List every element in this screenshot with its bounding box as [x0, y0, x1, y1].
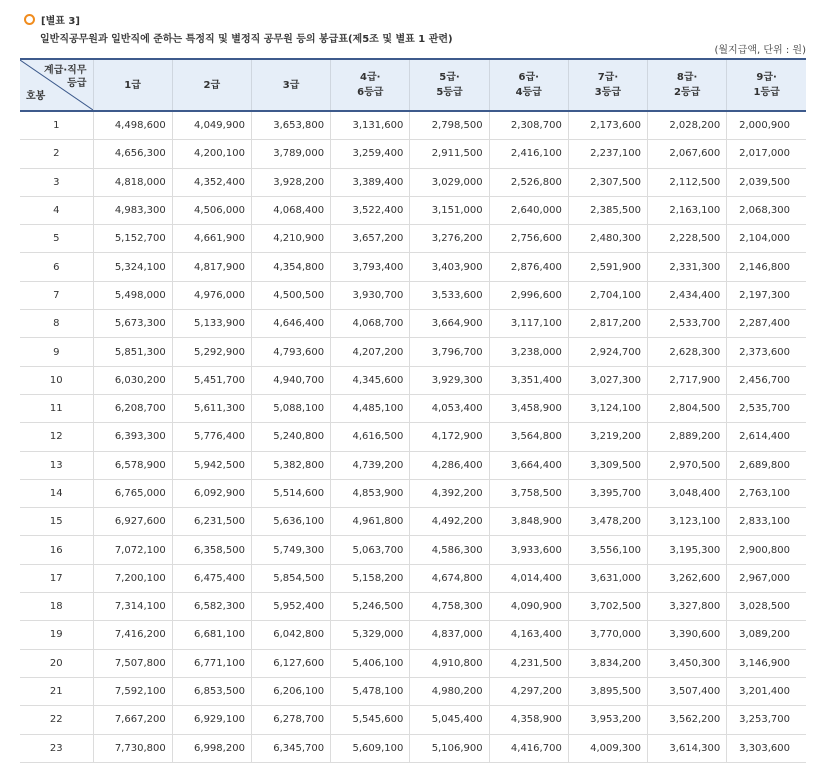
table-row [20, 734, 806, 762]
salary-cell: 3,657,200 [331, 225, 410, 253]
salary-cell: 4,416,700 [489, 734, 568, 762]
salary-cell: 5,106,900 [410, 734, 489, 762]
salary-cell: 2,911,500 [410, 140, 489, 168]
table-row [20, 168, 806, 196]
salary-cell: 2,689,800 [727, 451, 806, 479]
salary-cell: 6,853,500 [172, 677, 251, 705]
salary-cell: 6,927,600 [93, 508, 172, 536]
step-cell: 11 [20, 394, 93, 422]
salary-cell: 4,068,700 [331, 310, 410, 338]
salary-cell: 3,933,600 [489, 536, 568, 564]
salary-cell: 4,793,600 [251, 338, 330, 366]
salary-cell: 4,090,900 [489, 593, 568, 621]
header-row [20, 59, 806, 111]
table-row [20, 536, 806, 564]
column-header [568, 59, 647, 111]
salary-cell: 3,702,500 [568, 593, 647, 621]
salary-cell: 2,416,100 [489, 140, 568, 168]
step-cell: 10 [20, 366, 93, 394]
salary-cell: 3,770,000 [568, 621, 647, 649]
column-header-line1: 2급 [203, 79, 221, 91]
salary-cell: 2,798,500 [410, 111, 489, 140]
table-row [20, 140, 806, 168]
salary-cell: 6,771,100 [172, 649, 251, 677]
salary-cell: 3,631,000 [568, 564, 647, 592]
step-cell: 8 [20, 310, 93, 338]
salary-cell: 4,739,200 [331, 451, 410, 479]
salary-cell: 4,853,900 [331, 479, 410, 507]
unit-note: (월지급액, 단위 : 원) [714, 45, 806, 56]
salary-cell: 7,730,800 [93, 734, 172, 762]
salary-cell: 5,063,700 [331, 536, 410, 564]
column-header-line2: 5등급 [436, 87, 463, 98]
step-cell: 17 [20, 564, 93, 592]
salary-cell: 2,163,100 [648, 196, 727, 224]
salary-cell: 6,042,800 [251, 621, 330, 649]
salary-cell: 2,067,600 [648, 140, 727, 168]
step-cell: 6 [20, 253, 93, 281]
table-row [20, 649, 806, 677]
salary-cell: 5,611,300 [172, 394, 251, 422]
table-row [20, 196, 806, 224]
salary-cell: 5,246,500 [331, 593, 410, 621]
salary-cell: 4,837,000 [410, 621, 489, 649]
corner-top-line2: 등급 [67, 78, 87, 89]
salary-cell: 6,278,700 [251, 706, 330, 734]
salary-cell: 5,952,400 [251, 593, 330, 621]
step-cell: 15 [20, 508, 93, 536]
salary-cell: 3,789,000 [251, 140, 330, 168]
step-cell: 23 [20, 734, 93, 762]
salary-cell: 5,636,100 [251, 508, 330, 536]
salary-cell: 7,592,100 [93, 677, 172, 705]
salary-cell: 4,163,400 [489, 621, 568, 649]
salary-cell: 6,208,700 [93, 394, 172, 422]
salary-cell: 2,996,600 [489, 281, 568, 309]
salary-cell: 3,029,000 [410, 168, 489, 196]
table-row [20, 479, 806, 507]
salary-cell: 4,506,000 [172, 196, 251, 224]
salary-cell: 3,303,600 [727, 734, 806, 762]
salary-cell: 4,172,900 [410, 423, 489, 451]
salary-cell: 7,072,100 [93, 536, 172, 564]
step-cell: 5 [20, 225, 93, 253]
salary-cell: 3,395,700 [568, 479, 647, 507]
salary-cell: 3,309,500 [568, 451, 647, 479]
salary-cell: 3,117,100 [489, 310, 568, 338]
salary-cell: 5,088,100 [251, 394, 330, 422]
column-header [172, 59, 251, 111]
salary-cell: 2,640,000 [489, 196, 568, 224]
salary-cell: 2,307,500 [568, 168, 647, 196]
salary-cell: 2,876,400 [489, 253, 568, 281]
salary-cell: 2,533,700 [648, 310, 727, 338]
salary-cell: 6,092,900 [172, 479, 251, 507]
column-header-line2: 4등급 [515, 87, 542, 98]
salary-cell: 4,345,600 [331, 366, 410, 394]
salary-cell: 7,314,100 [93, 593, 172, 621]
salary-cell: 2,146,800 [727, 253, 806, 281]
step-cell: 13 [20, 451, 93, 479]
salary-cell: 2,526,800 [489, 168, 568, 196]
salary-cell: 3,389,400 [331, 168, 410, 196]
salary-cell: 4,207,200 [331, 338, 410, 366]
table-body [20, 111, 806, 762]
salary-cell: 5,609,100 [331, 734, 410, 762]
salary-cell: 3,390,600 [648, 621, 727, 649]
column-header-line2: 6등급 [357, 87, 384, 98]
salary-cell: 4,674,800 [410, 564, 489, 592]
column-header-line1: 1급 [124, 79, 141, 91]
salary-cell: 3,928,200 [251, 168, 330, 196]
salary-cell: 4,492,200 [410, 508, 489, 536]
salary-cell: 5,451,700 [172, 366, 251, 394]
salary-cell: 2,112,500 [648, 168, 727, 196]
salary-cell: 6,998,200 [172, 734, 251, 762]
salary-cell: 3,522,400 [331, 196, 410, 224]
table-row [20, 111, 806, 140]
salary-cell: 3,219,200 [568, 423, 647, 451]
salary-cell: 2,628,300 [648, 338, 727, 366]
salary-cell: 2,017,000 [727, 140, 806, 168]
salary-cell: 5,158,200 [331, 564, 410, 592]
table-row [20, 338, 806, 366]
salary-cell: 5,851,300 [93, 338, 172, 366]
column-header [648, 59, 727, 111]
salary-cell: 5,133,900 [172, 310, 251, 338]
salary-cell: 6,765,000 [93, 479, 172, 507]
salary-cell: 2,591,900 [568, 253, 647, 281]
table-row [20, 423, 806, 451]
salary-cell: 3,238,000 [489, 338, 568, 366]
salary-cell: 2,704,100 [568, 281, 647, 309]
salary-cell: 5,406,100 [331, 649, 410, 677]
table-row [20, 366, 806, 394]
salary-cell: 2,385,500 [568, 196, 647, 224]
table-row [20, 564, 806, 592]
salary-cell: 2,068,300 [727, 196, 806, 224]
column-header-line1: 7급· [597, 72, 619, 83]
salary-cell: 3,834,200 [568, 649, 647, 677]
column-header [410, 59, 489, 111]
salary-cell: 5,749,300 [251, 536, 330, 564]
salary-cell: 3,930,700 [331, 281, 410, 309]
step-cell: 16 [20, 536, 93, 564]
salary-cell: 3,123,100 [648, 508, 727, 536]
salary-cell: 5,240,800 [251, 423, 330, 451]
salary-cell: 4,656,300 [93, 140, 172, 168]
salary-cell: 2,717,900 [648, 366, 727, 394]
salary-cell: 4,297,200 [489, 677, 568, 705]
salary-cell: 3,276,200 [410, 225, 489, 253]
step-cell: 7 [20, 281, 93, 309]
column-header [331, 59, 410, 111]
column-header-line1: 6급· [518, 72, 539, 83]
step-cell: 2 [20, 140, 93, 168]
step-cell: 12 [20, 423, 93, 451]
salary-cell: 2,833,100 [727, 508, 806, 536]
salary-cell: 3,146,900 [727, 649, 806, 677]
circle-bullet-icon [24, 14, 35, 25]
salary-cell: 3,450,300 [648, 649, 727, 677]
salary-cell: 3,796,700 [410, 338, 489, 366]
document-header [24, 10, 804, 45]
salary-cell: 2,756,600 [489, 225, 568, 253]
salary-cell: 3,027,300 [568, 366, 647, 394]
salary-cell: 3,664,900 [410, 310, 489, 338]
salary-cell: 3,793,400 [331, 253, 410, 281]
salary-cell: 3,124,100 [568, 394, 647, 422]
salary-cell: 2,373,600 [727, 338, 806, 366]
column-header [93, 59, 172, 111]
salary-cell: 7,667,200 [93, 706, 172, 734]
salary-cell: 2,970,500 [648, 451, 727, 479]
salary-cell: 3,653,800 [251, 111, 330, 140]
table-row [20, 508, 806, 536]
table-row [20, 253, 806, 281]
step-cell: 3 [20, 168, 93, 196]
table-row [20, 394, 806, 422]
salary-cell: 6,475,400 [172, 564, 251, 592]
salary-cell: 5,514,600 [251, 479, 330, 507]
table-row [20, 706, 806, 734]
salary-cell: 4,352,400 [172, 168, 251, 196]
salary-cell: 6,231,500 [172, 508, 251, 536]
salary-cell: 3,533,600 [410, 281, 489, 309]
salary-cell: 2,434,400 [648, 281, 727, 309]
step-cell: 22 [20, 706, 93, 734]
salary-cell: 2,535,700 [727, 394, 806, 422]
salary-cell: 5,673,300 [93, 310, 172, 338]
salary-cell: 4,616,500 [331, 423, 410, 451]
salary-cell: 6,345,700 [251, 734, 330, 762]
salary-cell: 4,646,400 [251, 310, 330, 338]
salary-cell: 3,848,900 [489, 508, 568, 536]
salary-cell: 3,351,400 [489, 366, 568, 394]
salary-cell: 3,953,200 [568, 706, 647, 734]
salary-cell: 2,287,400 [727, 310, 806, 338]
column-header [727, 59, 806, 111]
salary-cell: 2,197,300 [727, 281, 806, 309]
salary-cell: 3,478,200 [568, 508, 647, 536]
salary-cell: 3,758,500 [489, 479, 568, 507]
salary-cell: 2,763,100 [727, 479, 806, 507]
salary-cell: 5,854,500 [251, 564, 330, 592]
column-header-line2: 3등급 [594, 87, 622, 98]
salary-cell: 3,562,200 [648, 706, 727, 734]
corner-header-cell [20, 59, 93, 111]
salary-cell: 4,818,000 [93, 168, 172, 196]
column-header-line1: 9급· [756, 72, 777, 83]
corner-bottom-label: 호봉 [26, 91, 46, 102]
heading-row [24, 10, 804, 28]
table-row [20, 281, 806, 309]
salary-cell: 4,980,200 [410, 677, 489, 705]
salary-cell: 3,028,500 [727, 593, 806, 621]
salary-cell: 3,614,300 [648, 734, 727, 762]
salary-cell: 3,253,700 [727, 706, 806, 734]
salary-cell: 6,030,200 [93, 366, 172, 394]
salary-cell: 5,152,700 [93, 225, 172, 253]
corner-top-label [44, 64, 86, 90]
salary-cell: 4,049,900 [172, 111, 251, 140]
salary-cell: 4,068,400 [251, 196, 330, 224]
step-cell: 4 [20, 196, 93, 224]
salary-cell: 7,416,200 [93, 621, 172, 649]
salary-cell: 2,480,300 [568, 225, 647, 253]
step-cell: 20 [20, 649, 93, 677]
salary-cell: 4,758,300 [410, 593, 489, 621]
salary-cell: 4,200,100 [172, 140, 251, 168]
salary-cell: 4,983,300 [93, 196, 172, 224]
column-header [489, 59, 568, 111]
salary-cell: 4,485,100 [331, 394, 410, 422]
salary-cell: 3,131,600 [331, 111, 410, 140]
salary-cell: 5,382,800 [251, 451, 330, 479]
salary-cell: 2,039,500 [727, 168, 806, 196]
salary-cell: 6,358,500 [172, 536, 251, 564]
salary-cell: 6,582,300 [172, 593, 251, 621]
salary-cell: 7,200,100 [93, 564, 172, 592]
step-cell: 1 [20, 111, 93, 140]
salary-cell: 4,231,500 [489, 649, 568, 677]
salary-cell: 5,324,100 [93, 253, 172, 281]
salary-cell: 3,201,400 [727, 677, 806, 705]
salary-cell: 2,804,500 [648, 394, 727, 422]
salary-cell: 5,478,100 [331, 677, 410, 705]
salary-table [20, 58, 806, 763]
table-row [20, 451, 806, 479]
salary-cell: 2,028,200 [648, 111, 727, 140]
salary-cell: 2,104,000 [727, 225, 806, 253]
step-cell: 9 [20, 338, 93, 366]
salary-cell: 2,237,100 [568, 140, 647, 168]
salary-cell: 3,556,100 [568, 536, 647, 564]
salary-cell: 4,210,900 [251, 225, 330, 253]
step-cell: 18 [20, 593, 93, 621]
salary-cell: 3,048,400 [648, 479, 727, 507]
column-header [251, 59, 330, 111]
salary-cell: 3,895,500 [568, 677, 647, 705]
salary-cell: 2,000,900 [727, 111, 806, 140]
salary-cell: 7,507,800 [93, 649, 172, 677]
salary-cell: 3,507,400 [648, 677, 727, 705]
salary-cell: 5,292,900 [172, 338, 251, 366]
salary-cell: 3,929,300 [410, 366, 489, 394]
salary-cell: 4,586,300 [410, 536, 489, 564]
salary-cell: 2,924,700 [568, 338, 647, 366]
salary-cell: 3,259,400 [331, 140, 410, 168]
salary-cell: 6,929,100 [172, 706, 251, 734]
table-row [20, 677, 806, 705]
table-row [20, 225, 806, 253]
salary-cell: 2,456,700 [727, 366, 806, 394]
salary-cell: 3,195,300 [648, 536, 727, 564]
salary-cell: 4,976,000 [172, 281, 251, 309]
step-cell: 19 [20, 621, 93, 649]
salary-cell: 3,458,900 [489, 394, 568, 422]
salary-cell: 3,151,000 [410, 196, 489, 224]
step-cell: 21 [20, 677, 93, 705]
salary-cell: 6,127,600 [251, 649, 330, 677]
salary-cell: 2,967,000 [727, 564, 806, 592]
salary-cell: 4,940,700 [251, 366, 330, 394]
salary-cell: 6,578,900 [93, 451, 172, 479]
salary-cell: 3,564,800 [489, 423, 568, 451]
salary-cell: 4,498,600 [93, 111, 172, 140]
column-header-line1: 4급· [360, 72, 381, 83]
salary-cell: 4,354,800 [251, 253, 330, 281]
salary-cell: 3,403,900 [410, 253, 489, 281]
column-header-line1: 8급· [676, 72, 698, 83]
salary-cell: 5,545,600 [331, 706, 410, 734]
column-header-line1: 3급 [282, 79, 300, 91]
salary-cell: 5,776,400 [172, 423, 251, 451]
corner-top-line1: 계급·직무 [44, 65, 87, 76]
salary-cell: 5,329,000 [331, 621, 410, 649]
salary-cell: 4,358,900 [489, 706, 568, 734]
salary-cell: 4,053,400 [410, 394, 489, 422]
salary-cell: 4,009,300 [568, 734, 647, 762]
table-row [20, 621, 806, 649]
salary-cell: 5,942,500 [172, 451, 251, 479]
salary-cell: 4,500,500 [251, 281, 330, 309]
salary-cell: 3,089,200 [727, 621, 806, 649]
table-label: [별표 3] [41, 15, 80, 27]
table-row [20, 310, 806, 338]
salary-cell: 6,206,100 [251, 677, 330, 705]
column-header-line2: 1등급 [753, 87, 780, 98]
salary-cell: 4,961,800 [331, 508, 410, 536]
salary-cell: 3,664,400 [489, 451, 568, 479]
salary-cell: 4,817,900 [172, 253, 251, 281]
salary-cell: 4,014,400 [489, 564, 568, 592]
salary-cell: 6,393,300 [93, 423, 172, 451]
salary-cell: 3,327,800 [648, 593, 727, 621]
salary-cell: 2,900,800 [727, 536, 806, 564]
salary-cell: 2,331,300 [648, 253, 727, 281]
salary-cell: 6,681,100 [172, 621, 251, 649]
salary-cell: 4,286,400 [410, 451, 489, 479]
salary-cell: 4,910,800 [410, 649, 489, 677]
table-title: 일반직공무원과 일반직에 준하는 특정직 및 별정직 공무원 등의 봉급표(제5조 및 별표 1 관련) [40, 34, 453, 45]
salary-cell: 4,392,200 [410, 479, 489, 507]
salary-cell: 2,173,600 [568, 111, 647, 140]
salary-cell: 4,661,900 [172, 225, 251, 253]
column-header-line2: 2등급 [674, 87, 701, 98]
salary-cell: 2,889,200 [648, 423, 727, 451]
salary-cell: 3,262,600 [648, 564, 727, 592]
salary-cell: 2,308,700 [489, 111, 568, 140]
table-row [20, 593, 806, 621]
step-cell: 14 [20, 479, 93, 507]
salary-cell: 2,614,400 [727, 423, 806, 451]
salary-cell: 2,817,200 [568, 310, 647, 338]
column-header-line1: 5급· [439, 72, 460, 83]
salary-cell: 5,045,400 [410, 706, 489, 734]
salary-cell: 2,228,500 [648, 225, 727, 253]
salary-cell: 5,498,000 [93, 281, 172, 309]
